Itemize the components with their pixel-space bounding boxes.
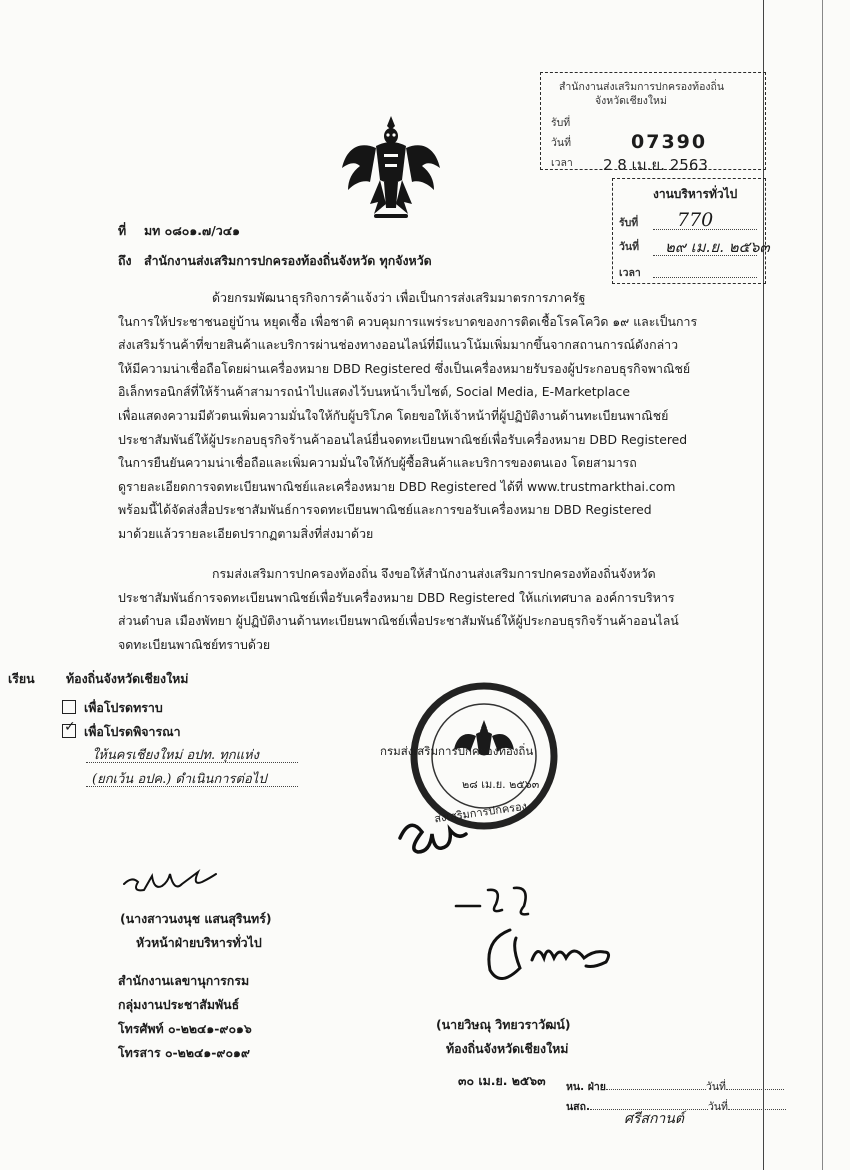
memo-to-label: เรียน (8, 671, 35, 686)
ref-label: ที่ (118, 223, 127, 238)
routing-row-1-date-dots (726, 1089, 784, 1090)
receive-number: 07390 (631, 131, 708, 153)
body-line: พร้อมนี้ได้จัดส่งสื่อประชาสัมพันธ์การจดทะเบียนพาณิชย์และการขอรับเครื่องหมาย DBD Registered (118, 502, 652, 518)
body-line: ในการยืนยันความน่าเชื่อถือและเพิ่มความมั่นใจให้กับผู้ซื้อสินค้าและบริการของตนเอง โดยสามารถ (118, 455, 637, 471)
sender-phone: โทรศัพท์ ๐-๒๒๔๑-๙๐๑๖ (118, 1021, 252, 1036)
admin-time-label: เวลา (619, 267, 641, 279)
routing-initials: ศรีสกานต์ (624, 1111, 684, 1127)
signer-left-position: หัวหน้าฝ่ายบริหารทั่วไป (136, 935, 262, 950)
seal-department-text: กรมส่งเสริมการปกครองท้องถิ่น (380, 744, 534, 758)
receive-date: 2 8 เม.ย. 2563 (603, 156, 708, 174)
seal-signature (394, 808, 480, 858)
memo-note-underline-2 (86, 786, 298, 787)
routing-row-1-label: หน. ฝ่าย (566, 1081, 606, 1093)
admin-stamp (612, 178, 770, 284)
memo-note-underline-1 (86, 762, 298, 763)
body-line: เพื่อแสดงความมีตัวตนเพิ่มความมั่นใจให้กับผู้บริโภค โดยขอให้เจ้าหน้าที่ผู้ปฏิบัติงานด้านทะเบียนพาณิชย์ (118, 407, 669, 423)
body-line: กรมส่งเสริมการปกครองท้องถิ่น จึงขอให้สำนักงานส่งเสริมการปกครองท้องถิ่นจังหวัด (212, 566, 656, 581)
to-recipient: สำนักงานส่งเสริมการปกครองท้องถิ่นจังหวัด ทุกจังหวัด (144, 253, 432, 268)
memo-note-line-1: ให้นครเชียงใหม่ อปท. ทุกแห่ง (92, 748, 259, 763)
sender-office: สำนักงานเลขานุการกรม (118, 973, 250, 988)
body-line: ประชาสัมพันธ์การจดทะเบียนพาณิชย์เพื่อรับเครื่องหมาย DBD Registered ให้แก่เทศบาล องค์การบริหาร (118, 589, 675, 605)
body-line: ในการให้ประชาชนอยู่บ้าน หยุดเชื้อ เพื่อชาติ ควบคุมการแพร่ระบาดของการติดเชื้อโรคโควิด ๑๙ และเป็นการ (118, 313, 698, 329)
memo-to: ท้องถิ่นจังหวัดเชียงใหม่ (66, 671, 189, 686)
checkbox-unchecked (62, 700, 76, 714)
body-line: ให้มีความน่าเชื่อถือโดยผ่านเครื่องหมาย DBD Registered ซึ่งเป็นเครื่องหมายรับรองผู้ประกอบธุรกิจพาณิชย์ (118, 360, 691, 376)
body-line: ดูรายละเอียดการจดทะเบียนพาณิชย์และเครื่องหมาย DBD Registered ได้ที่ www.trustmarkthai.com (118, 478, 676, 494)
routing-row-1 (566, 1078, 784, 1095)
memo-option-1 (62, 700, 163, 715)
receive-date-label: วันที่ (551, 137, 571, 149)
sender-division: กลุ่มงานประชาสัมพันธ์ (118, 997, 240, 1012)
signature-right (450, 880, 650, 990)
memo-option-2-label: เพื่อโปรดพิจารณา (84, 724, 181, 739)
admin-time-dots (653, 277, 757, 278)
admin-number: 770 (677, 209, 714, 231)
body-line: มาด้วยแล้วรายละเอียดปรากฏตามสิ่งที่ส่งมาด้วย (118, 525, 374, 541)
signer-left-name: (นางสาวนงนุช แสนสุรินทร์) (120, 911, 272, 926)
body-line: ส่วนตำบล เมืองพัทยา ผู้ปฏิบัติงานด้านทะเบียนพาณิชย์เพื่อประชาสัมพันธ์ให้ผู้ประกอบธุรกิจร้านค้าออนไลน์ (118, 613, 679, 629)
signature-left (120, 862, 220, 902)
seal-ring-text: ส่งเสริมการปกครอง (433, 799, 528, 826)
signer-right-name: (นายวิษณุ วิทยวราวัฒน์) (436, 1017, 571, 1032)
body-paragraph-2 (118, 562, 726, 656)
body-line: ด้วยกรมพัฒนาธุรกิจการค้าแจ้งว่า เพื่อเป็นการส่งเสริมมาตรการภาครัฐ (212, 290, 586, 305)
admin-date-label: วันที่ (619, 241, 639, 253)
signer-right-position: ท้องถิ่นจังหวัดเชียงใหม่ (446, 1041, 569, 1056)
memo-option-1-label: เพื่อโปรดทราบ (84, 700, 163, 715)
routing-row-1-date-label: วันที่ (705, 1081, 726, 1093)
checkbox-checked: ✓ (62, 724, 76, 738)
memo-option-2 (62, 719, 181, 739)
body-paragraph-1 (118, 286, 726, 546)
admin-date: ๒๙ เม.ย. ๒๕๖๓ (665, 238, 770, 256)
receive-time-label: เวลา (551, 157, 573, 169)
seal-date: ๒๘ เม.ย. ๒๕๖๓ (462, 778, 540, 791)
sender-fax: โทรสาร ๐-๒๒๔๑-๙๐๑๙ (118, 1045, 250, 1060)
memo-note-line-2: (ยกเว้น อปค.) ดำเนินการต่อไป (92, 772, 267, 787)
body-line: อิเล็กทรอนิกส์ที่ให้ร้านค้าสามารถนำไปแสดงไว้บนหน้าเว็บไซต์, Social Media, E-Marketplace (118, 384, 630, 400)
admin-number-dots (653, 229, 757, 230)
garuda-emblem (338, 110, 444, 226)
admin-number-label: รับที่ (619, 217, 639, 229)
receive-stamp-province: จังหวัดเชียงใหม่ (595, 95, 667, 107)
to-label: ถึง (118, 253, 132, 268)
receive-number-label: รับที่ (551, 117, 571, 129)
signer-right-date: ๓๐ เม.ย. ๒๕๖๓ (458, 1073, 546, 1088)
ref-number: มท ๐๘๐๑.๗/ว๔๑ (144, 223, 240, 238)
body-line: ส่งเสริมร้านค้าที่ขายสินค้าและบริการผ่านช่องทางออนไลน์ที่มีแนวโน้มเพิ่มมากขึ้นจากสถานการณ์ดังกล่าว (118, 337, 679, 353)
admin-stamp-title: งานบริหารทั่วไป (653, 187, 738, 201)
binding-line (763, 0, 764, 1170)
body-line: ประชาสัมพันธ์ให้ผู้ประกอบธุรกิจร้านค้าออนไลน์ยื่นจดทะเบียนพาณิชย์เพื่อรับเครื่องหมาย DBD Registered (118, 431, 688, 447)
routing-row-2-date-dots (728, 1109, 786, 1110)
routing-row-2-label: นสถ. (566, 1101, 590, 1113)
receive-stamp-office: สำนักงานส่งเสริมการปกครองท้องถิ่น (559, 81, 725, 93)
binding-line (822, 0, 823, 1170)
admin-date-dots (653, 255, 757, 256)
routing-row-2-date-label: วันที่ (707, 1101, 728, 1113)
routing-row-1-dots (606, 1089, 706, 1090)
body-line: จดทะเบียนพาณิชย์ทราบด้วย (118, 636, 271, 652)
receive-stamp (540, 72, 766, 174)
